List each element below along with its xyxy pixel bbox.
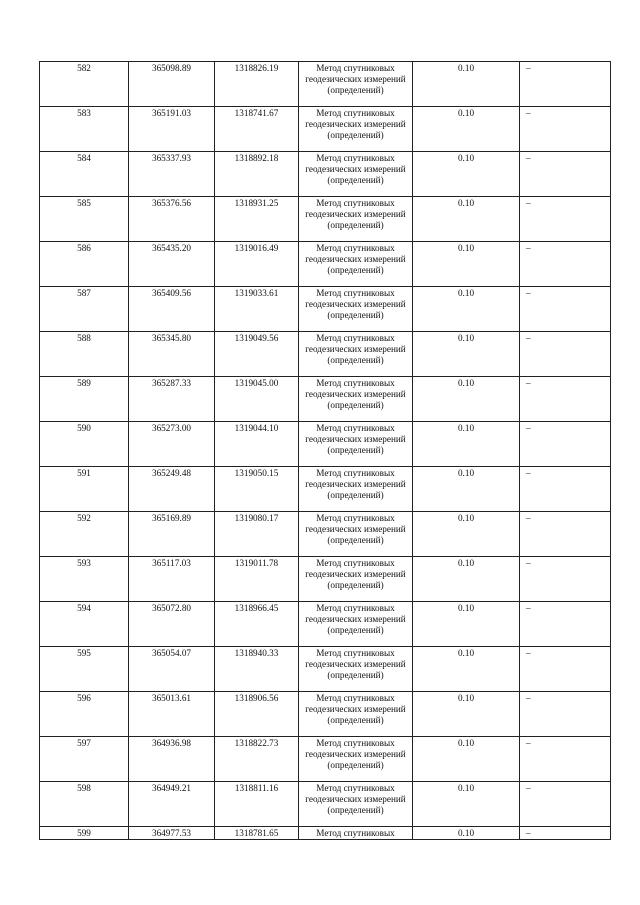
y-coordinate-cell: 1319033.61 — [215, 287, 299, 332]
point-number-cell: 589 — [40, 377, 129, 422]
x-coordinate-cell: 365054.07 — [129, 647, 215, 692]
x-coordinate-cell: 365409.56 — [129, 287, 215, 332]
note-cell: – — [520, 737, 611, 782]
accuracy-cell: 0.10 — [413, 647, 520, 692]
method-cell: Метод спутниковых геодезических измерений (определений) — [299, 512, 413, 557]
x-coordinate-cell: 365287.33 — [129, 377, 215, 422]
point-number-cell: 586 — [40, 242, 129, 287]
table-row — [40, 782, 611, 827]
point-number-cell: 591 — [40, 467, 129, 512]
table-row — [40, 332, 611, 377]
method-cell: Метод спутниковых геодезических измерений (определений) — [299, 377, 413, 422]
accuracy-cell: 0.10 — [413, 557, 520, 602]
point-number-cell: 587 — [40, 287, 129, 332]
table-row — [40, 152, 611, 197]
note-cell: – — [520, 287, 611, 332]
point-number-cell: 594 — [40, 602, 129, 647]
accuracy-cell: 0.10 — [413, 827, 520, 840]
table-row — [40, 377, 611, 422]
x-coordinate-cell: 365169.89 — [129, 512, 215, 557]
note-cell: – — [520, 782, 611, 827]
accuracy-cell: 0.10 — [413, 242, 520, 287]
note-cell: – — [520, 377, 611, 422]
note-cell: – — [520, 107, 611, 152]
x-coordinate-cell: 365098.89 — [129, 62, 215, 107]
table-row — [40, 107, 611, 152]
table-row — [40, 242, 611, 287]
accuracy-cell: 0.10 — [413, 422, 520, 467]
method-cell: Метод спутниковых геодезических измерений (определений) — [299, 737, 413, 782]
point-number-cell: 599 — [40, 827, 129, 840]
table-row — [40, 557, 611, 602]
note-cell: – — [520, 512, 611, 557]
table-row — [40, 647, 611, 692]
table-row — [40, 827, 611, 840]
note-cell: – — [520, 332, 611, 377]
method-cell: Метод спутниковых геодезических измерений (определений) — [299, 62, 413, 107]
accuracy-cell: 0.10 — [413, 62, 520, 107]
point-number-cell: 595 — [40, 647, 129, 692]
x-coordinate-cell: 365249.48 — [129, 467, 215, 512]
method-cell: Метод спутниковых геодезических измерений (определений) — [299, 242, 413, 287]
note-cell: – — [520, 422, 611, 467]
y-coordinate-cell: 1318826.19 — [215, 62, 299, 107]
y-coordinate-cell: 1319044.10 — [215, 422, 299, 467]
method-cell: Метод спутниковых геодезических измерений (определений) — [299, 557, 413, 602]
y-coordinate-cell: 1318822.73 — [215, 737, 299, 782]
table-row — [40, 692, 611, 737]
y-coordinate-cell: 1318781.65 — [215, 827, 299, 840]
x-coordinate-cell: 365013.61 — [129, 692, 215, 737]
method-cell: Метод спутниковых геодезических измерений (определений) — [299, 602, 413, 647]
table-row — [40, 512, 611, 557]
y-coordinate-cell: 1319045.00 — [215, 377, 299, 422]
accuracy-cell: 0.10 — [413, 107, 520, 152]
accuracy-cell: 0.10 — [413, 737, 520, 782]
table-row — [40, 737, 611, 782]
point-number-cell: 583 — [40, 107, 129, 152]
x-coordinate-cell: 365072.80 — [129, 602, 215, 647]
point-number-cell: 582 — [40, 62, 129, 107]
method-cell: Метод спутниковых геодезических измерений (определений) — [299, 422, 413, 467]
accuracy-cell: 0.10 — [413, 287, 520, 332]
note-cell: – — [520, 602, 611, 647]
table-row — [40, 602, 611, 647]
accuracy-cell: 0.10 — [413, 467, 520, 512]
y-coordinate-cell: 1318966.45 — [215, 602, 299, 647]
note-cell: – — [520, 647, 611, 692]
x-coordinate-cell: 365435.20 — [129, 242, 215, 287]
note-cell: – — [520, 827, 611, 840]
table-row — [40, 62, 611, 107]
y-coordinate-cell: 1319011.78 — [215, 557, 299, 602]
point-number-cell: 584 — [40, 152, 129, 197]
point-number-cell: 592 — [40, 512, 129, 557]
table-row — [40, 197, 611, 242]
point-number-cell: 588 — [40, 332, 129, 377]
method-cell: Метод спутниковых геодезических измерений (определений) — [299, 152, 413, 197]
point-number-cell: 596 — [40, 692, 129, 737]
x-coordinate-cell: 365376.56 — [129, 197, 215, 242]
method-cell: Метод спутниковых геодезических измерений (определений) — [299, 332, 413, 377]
x-coordinate-cell: 364936.98 — [129, 737, 215, 782]
accuracy-cell: 0.10 — [413, 602, 520, 647]
note-cell: – — [520, 62, 611, 107]
accuracy-cell: 0.10 — [413, 152, 520, 197]
accuracy-cell: 0.10 — [413, 332, 520, 377]
point-number-cell: 585 — [40, 197, 129, 242]
method-cell: Метод спутниковых геодезических измерений (определений) — [299, 107, 413, 152]
x-coordinate-cell: 365191.03 — [129, 107, 215, 152]
note-cell: – — [520, 467, 611, 512]
y-coordinate-cell: 1318931.25 — [215, 197, 299, 242]
y-coordinate-cell: 1318811.16 — [215, 782, 299, 827]
table-row — [40, 422, 611, 467]
x-coordinate-cell: 365337.93 — [129, 152, 215, 197]
table-body — [40, 62, 611, 840]
accuracy-cell: 0.10 — [413, 692, 520, 737]
note-cell: – — [520, 197, 611, 242]
y-coordinate-cell: 1319049.56 — [215, 332, 299, 377]
method-cell: Метод спутниковых геодезических измерений (определений) — [299, 647, 413, 692]
note-cell: – — [520, 557, 611, 602]
point-number-cell: 593 — [40, 557, 129, 602]
x-coordinate-cell: 364977.53 — [129, 827, 215, 840]
y-coordinate-cell: 1319080.17 — [215, 512, 299, 557]
accuracy-cell: 0.10 — [413, 197, 520, 242]
note-cell: – — [520, 692, 611, 737]
y-coordinate-cell: 1318741.67 — [215, 107, 299, 152]
method-cell: Метод спутниковых геодезических измерений (определений) — [299, 467, 413, 512]
point-number-cell: 597 — [40, 737, 129, 782]
point-number-cell: 598 — [40, 782, 129, 827]
x-coordinate-cell: 365345.80 — [129, 332, 215, 377]
method-cell: Метод спутниковых геодезических измерений (определений) — [299, 197, 413, 242]
table-row — [40, 287, 611, 332]
accuracy-cell: 0.10 — [413, 782, 520, 827]
accuracy-cell: 0.10 — [413, 512, 520, 557]
y-coordinate-cell: 1319016.49 — [215, 242, 299, 287]
y-coordinate-cell: 1318940.33 — [215, 647, 299, 692]
x-coordinate-cell: 364949.21 — [129, 782, 215, 827]
x-coordinate-cell: 365117.03 — [129, 557, 215, 602]
coordinates-table — [39, 61, 611, 840]
method-cell: Метод спутниковых геодезических измерений (определений) — [299, 782, 413, 827]
y-coordinate-cell: 1318892.18 — [215, 152, 299, 197]
y-coordinate-cell: 1318906.56 — [215, 692, 299, 737]
method-cell: Метод спутниковых — [299, 827, 413, 840]
x-coordinate-cell: 365273.00 — [129, 422, 215, 467]
method-cell: Метод спутниковых геодезических измерений (определений) — [299, 287, 413, 332]
point-number-cell: 590 — [40, 422, 129, 467]
method-cell: Метод спутниковых геодезических измерений (определений) — [299, 692, 413, 737]
note-cell: – — [520, 152, 611, 197]
note-cell: – — [520, 242, 611, 287]
accuracy-cell: 0.10 — [413, 377, 520, 422]
table-row — [40, 467, 611, 512]
y-coordinate-cell: 1319050.15 — [215, 467, 299, 512]
